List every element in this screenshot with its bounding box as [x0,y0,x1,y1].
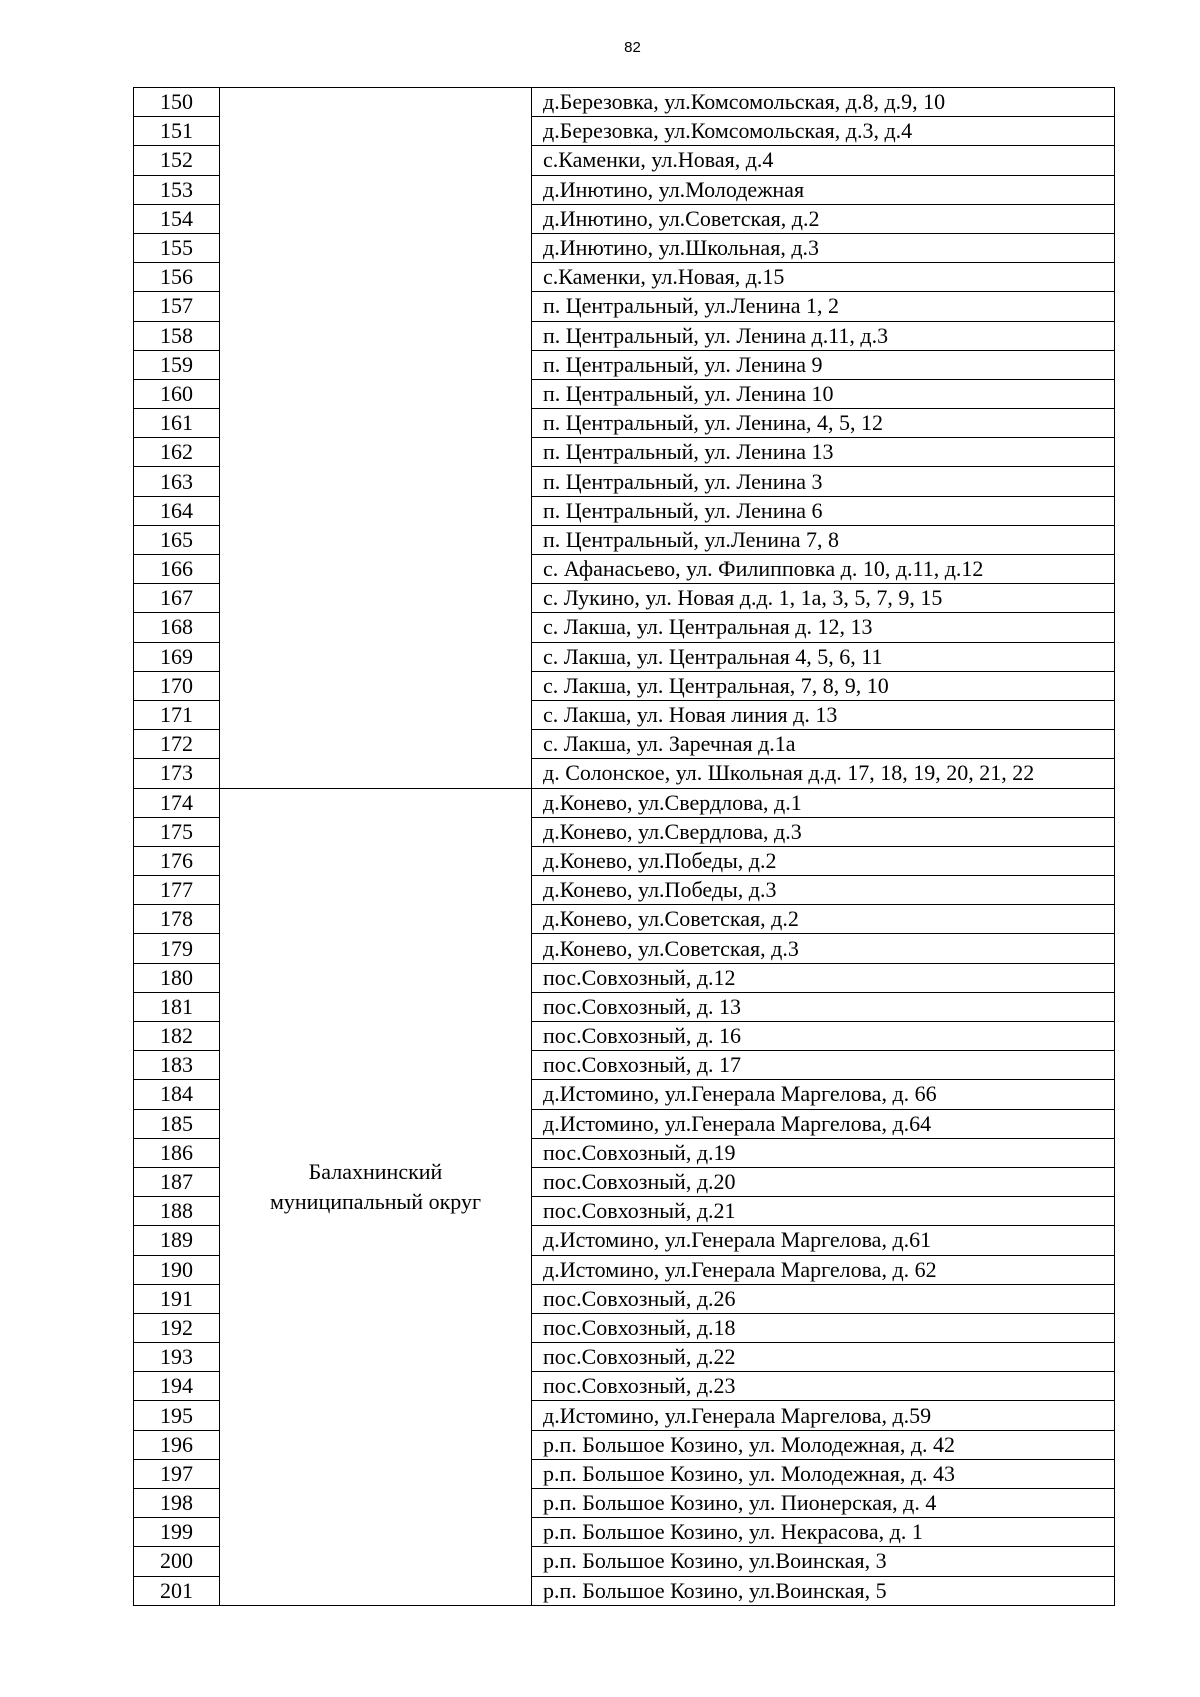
address-cell: пос.Совхозный, д.19 [532,1138,1115,1167]
row-number: 173 [134,759,220,788]
address-cell: р.п. Большое Козино, ул. Молодежная, д. 43 [532,1459,1115,1488]
row-number: 182 [134,1022,220,1051]
row-number: 193 [134,1343,220,1372]
row-number: 158 [134,321,220,350]
table-row [134,88,1115,117]
row-number: 190 [134,1255,220,1284]
address-cell: д.Истомино, ул.Генерала Маргелова, д.64 [532,1109,1115,1138]
row-number: 167 [134,584,220,613]
address-cell: с. Лакша, ул. Центральная 4, 5, 6, 11 [532,642,1115,671]
row-number: 181 [134,992,220,1021]
row-number: 174 [134,788,220,817]
row-number: 201 [134,1576,220,1605]
row-number: 189 [134,1226,220,1255]
row-number: 180 [134,963,220,992]
row-number: 194 [134,1372,220,1401]
row-number: 163 [134,467,220,496]
row-number: 176 [134,846,220,875]
row-number: 170 [134,671,220,700]
district-name-line: муниципальный округ [269,1188,481,1214]
address-cell: пос.Совхозный, д.26 [532,1284,1115,1313]
address-cell: с.Каменки, ул.Новая, д.15 [532,263,1115,292]
address-cell: д.Конево, ул.Победы, д.3 [532,876,1115,905]
district-name-line: Балахнинский [308,1158,443,1184]
row-number: 200 [134,1547,220,1576]
address-cell: р.п. Большое Козино, ул. Некрасова, д. 1 [532,1518,1115,1547]
row-number: 179 [134,934,220,963]
address-cell: с. Лукино, ул. Новая д.д. 1, 1а, 3, 5, 7, 9, 15 [532,584,1115,613]
address-cell: п. Центральный, ул. Ленина д.11, д.3 [532,321,1115,350]
address-cell: с. Лакша, ул. Центральная д. 12, 13 [532,613,1115,642]
row-number: 150 [134,88,220,117]
address-cell: пос.Совхозный, д. 13 [532,992,1115,1021]
row-number: 166 [134,555,220,584]
address-cell: д.Березовка, ул.Комсомольская, д.3, д.4 [532,117,1115,146]
address-cell: д.Конево, ул.Свердлова, д.3 [532,817,1115,846]
row-number: 156 [134,263,220,292]
address-cell: с.Каменки, ул.Новая, д.4 [532,146,1115,175]
row-number: 175 [134,817,220,846]
row-number: 188 [134,1197,220,1226]
address-cell: п. Центральный, ул. Ленина 6 [532,496,1115,525]
address-cell: п. Центральный, ул.Ленина 1, 2 [532,292,1115,321]
row-number: 151 [134,117,220,146]
row-number: 187 [134,1167,220,1196]
row-number: 197 [134,1459,220,1488]
row-number: 172 [134,730,220,759]
row-number: 185 [134,1109,220,1138]
row-number: 184 [134,1080,220,1109]
row-number: 159 [134,350,220,379]
row-number: 157 [134,292,220,321]
row-number: 154 [134,204,220,233]
row-number: 192 [134,1313,220,1342]
address-cell: р.п. Большое Козино, ул. Молодежная, д. 42 [532,1430,1115,1459]
address-cell: п. Центральный, ул.Ленина 7, 8 [532,525,1115,554]
row-number: 199 [134,1518,220,1547]
address-cell: д.Березовка, ул.Комсомольская, д.8, д.9, 10 [532,88,1115,117]
row-number: 195 [134,1401,220,1430]
address-cell: п. Центральный, ул. Ленина 9 [532,350,1115,379]
address-cell: д.Конево, ул.Советская, д.2 [532,905,1115,934]
address-cell: п. Центральный, ул. Ленина 10 [532,379,1115,408]
address-cell: д. Солонское, ул. Школьная д.д. 17, 18, 19, 20, 21, 22 [532,759,1115,788]
address-cell: д.Истомино, ул.Генерала Маргелова, д. 62 [532,1255,1115,1284]
row-number: 183 [134,1051,220,1080]
row-number: 165 [134,525,220,554]
address-cell: пос.Совхозный, д.23 [532,1372,1115,1401]
row-number: 164 [134,496,220,525]
row-number: 171 [134,700,220,729]
address-cell: д.Конево, ул.Победы, д.2 [532,846,1115,875]
row-number: 153 [134,175,220,204]
address-cell: с. Афанасьево, ул. Филипповка д. 10, д.11, д.12 [532,555,1115,584]
row-number: 178 [134,905,220,934]
address-cell: д.Инютино, ул.Молодежная [532,175,1115,204]
address-cell: д.Конево, ул.Советская, д.3 [532,934,1115,963]
address-cell: д.Инютино, ул.Школьная, д.3 [532,233,1115,262]
address-cell: пос.Совхозный, д.12 [532,963,1115,992]
address-cell: р.п. Большое Козино, ул.Воинская, 3 [532,1547,1115,1576]
address-cell: р.п. Большое Козино, ул. Пионерская, д. 4 [532,1489,1115,1518]
address-cell: пос.Совхозный, д. 16 [532,1022,1115,1051]
row-number: 155 [134,233,220,262]
address-cell: с. Лакша, ул. Центральная, 7, 8, 9, 10 [532,671,1115,700]
address-cell: д.Истомино, ул.Генерала Маргелова, д.61 [532,1226,1115,1255]
row-number: 198 [134,1489,220,1518]
address-cell: д.Истомино, ул.Генерала Маргелова, д. 66 [532,1080,1115,1109]
address-cell: пос.Совхозный, д. 17 [532,1051,1115,1080]
row-number: 162 [134,438,220,467]
address-cell: р.п. Большое Козино, ул.Воинская, 5 [532,1576,1115,1605]
address-cell: с. Лакша, ул. Новая линия д. 13 [532,700,1115,729]
page-number: 82 [624,39,641,56]
district-cell [220,88,532,789]
address-table-body [134,88,1115,1606]
address-cell: д.Конево, ул.Свердлова, д.1 [532,788,1115,817]
address-cell: п. Центральный, ул. Ленина 13 [532,438,1115,467]
address-cell: с. Лакша, ул. Заречная д.1а [532,730,1115,759]
row-number: 152 [134,146,220,175]
row-number: 168 [134,613,220,642]
address-cell: пос.Совхозный, д.22 [532,1343,1115,1372]
row-number: 169 [134,642,220,671]
table-row [134,788,1115,817]
address-cell: д.Инютино, ул.Советская, д.2 [532,204,1115,233]
address-cell: д.Истомино, ул.Генерала Маргелова, д.59 [532,1401,1115,1430]
address-cell: п. Центральный, ул. Ленина 3 [532,467,1115,496]
district-cell [220,788,532,1605]
address-table [133,87,1115,1606]
address-cell: пос.Совхозный, д.20 [532,1167,1115,1196]
row-number: 161 [134,409,220,438]
row-number: 186 [134,1138,220,1167]
district-name [220,1157,531,1217]
row-number: 160 [134,379,220,408]
address-cell: пос.Совхозный, д.21 [532,1197,1115,1226]
row-number: 196 [134,1430,220,1459]
address-cell: пос.Совхозный, д.18 [532,1313,1115,1342]
row-number: 177 [134,876,220,905]
address-cell: п. Центральный, ул. Ленина, 4, 5, 12 [532,409,1115,438]
row-number: 191 [134,1284,220,1313]
